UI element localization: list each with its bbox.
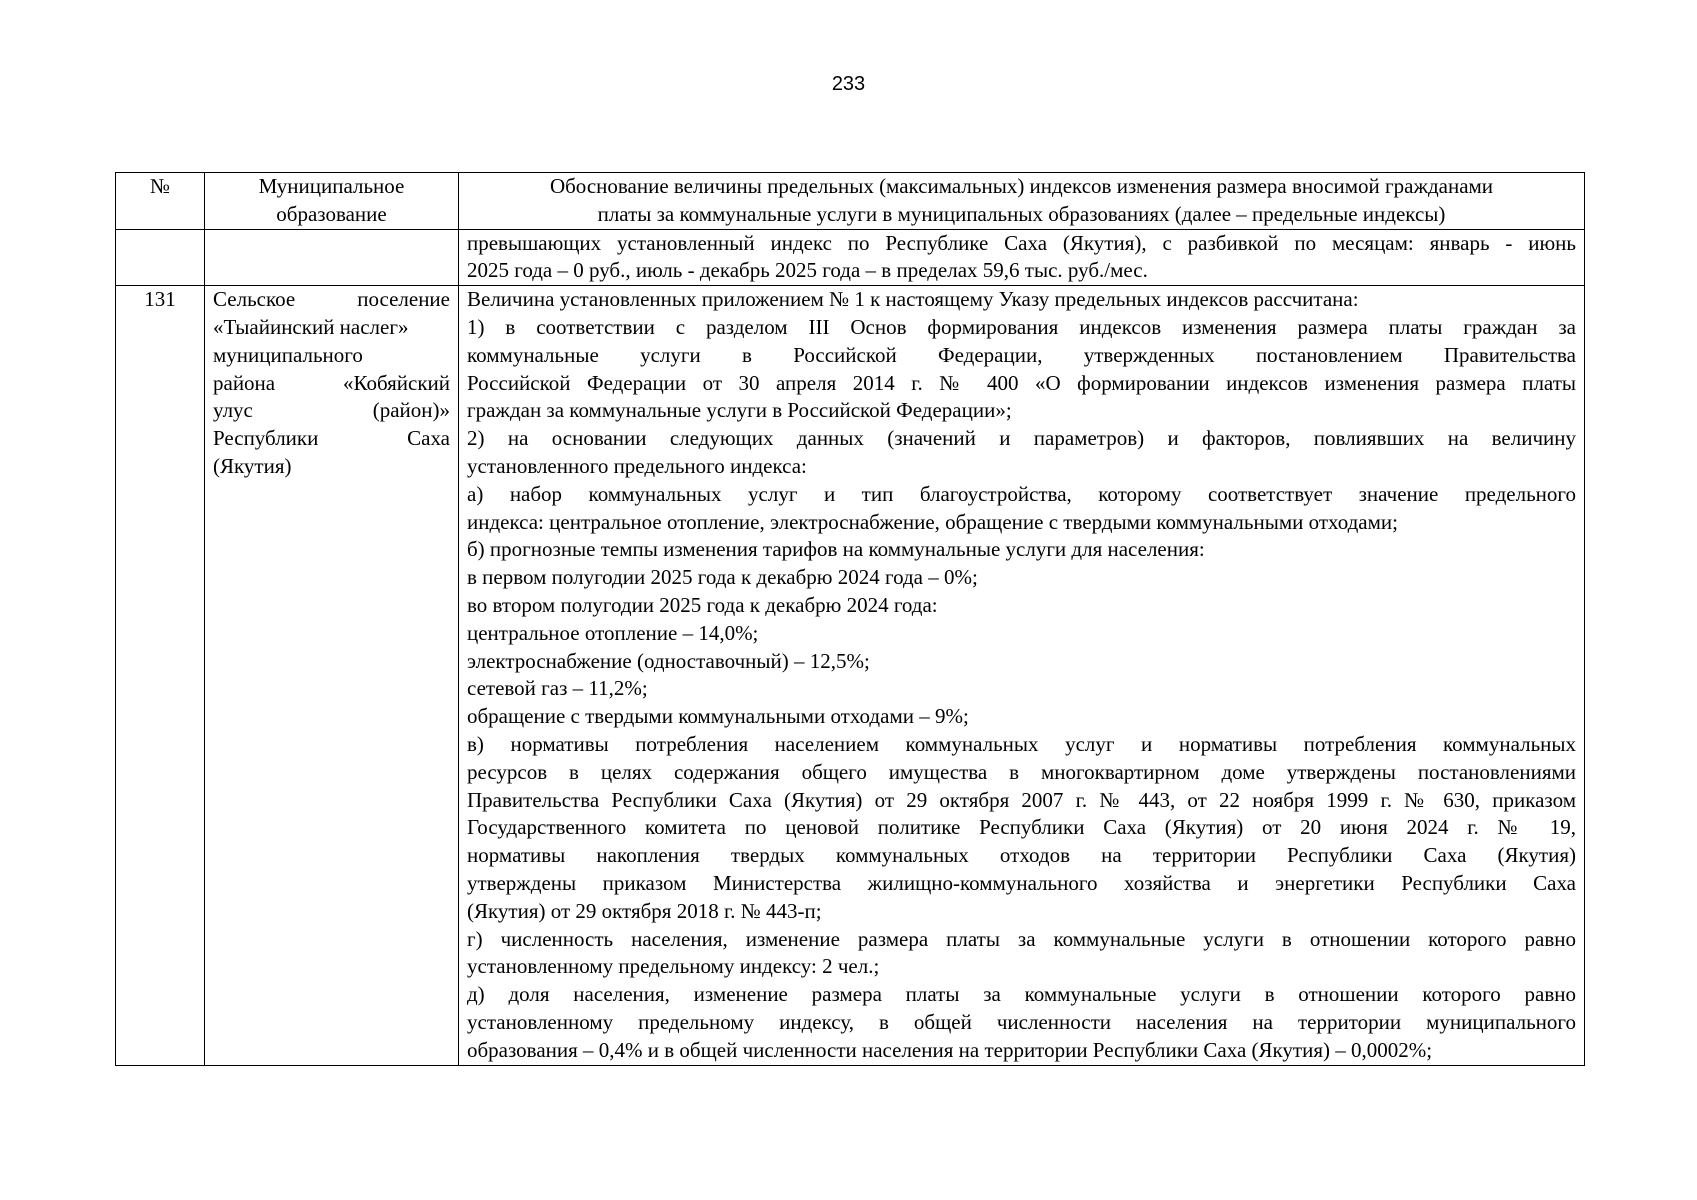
text-line: Государственного комитета по ценовой политике Республики Саха (Якутия) от 20 июня 2024 г. № 19, [467,815,1576,840]
table-row-131 [116,286,1585,1065]
text-line: электроснабжение (одноставочный) – 12,5%; [467,648,870,673]
header-municipality [205,173,459,230]
municipality-line: муниципального [213,342,363,367]
text-line: в) нормативы потребления населением коммунальных услуг и нормативы потребления коммунальных [467,731,1576,756]
justification-cell [459,286,1585,1065]
text-line: Правительства Республики Саха (Якутия) от 29 октября 2007 г. № 443, от 22 ноября 1999 г. № 630, приказом [467,787,1576,812]
text-line: а) набор коммунальных услуг и тип благоустройства, которому соответствует значение предельного [467,481,1576,506]
text-line: нормативы накопления твердых коммунальных отходов на территории Республики Саха (Якутия) [467,843,1576,868]
municipality-cell [205,286,459,1065]
header-number: № [116,173,205,230]
text-line: во втором полугодии 2025 года к декабрю 2024 года: [467,592,938,617]
text-line: 2025 года – 0 руб., июль - декабрь 2025 года – в пределах 59,6 тыс. руб./мес. [467,258,1148,283]
municipality-line: Сельское поселение [213,287,450,312]
text-line: 2) на основании следующих данных (значений и параметров) и факторов, повлиявших на величину [467,426,1576,451]
header-justification-line: Обоснование величины предельных (максимальных) индексов изменения размера вносимой гражданами [549,174,1494,198]
text-line: утверждены приказом Министерства жилищно-коммунального хозяйства и энергетики Республики Саха [467,870,1576,895]
text-line: образования – 0,4% и в общей численности населения на территории Республики Саха (Якутия) – 0,0002%; [467,1037,1433,1062]
text-line: установленному предельному индексу, в общей численности населения на территории муниципального [467,1009,1576,1034]
continuation-text-cell [459,229,1585,286]
text-line: обращение с твердыми коммунальными отходами – 9%; [467,704,969,729]
table-row-continuation [116,229,1585,286]
header-justification [459,173,1585,230]
municipality-line: (Якутия) [213,453,292,478]
header-municipality-line: образование [276,201,387,226]
text-line: д) доля населения, изменение размера платы за коммунальные услуги в отношении которого равно [467,982,1576,1007]
justification-table [115,172,1585,1066]
text-line: сетевой газ – 11,2%; [467,676,648,701]
text-line: (Якутия) от 29 октября 2018 г. № 443-п; [467,898,822,923]
header-municipality-line: Муниципальное [258,174,405,198]
continuation-number-cell [116,229,205,286]
text-line: в первом полугодии 2025 года к декабрю 2024 года – 0%; [467,565,978,590]
page-number: 233 [831,73,866,95]
text-line: граждан за коммунальные услуги в Российской Федерации»; [467,398,1012,423]
text-line: 1) в соответствии с разделом III Основ формирования индексов изменения размера платы граждан за [467,314,1576,339]
text-line: Величина установленных приложением № 1 к настоящему Указу предельных индексов рассчитана: [467,287,1359,312]
municipality-line: улус (район)» [213,398,450,423]
text-line: г) численность населения, изменение размера платы за коммунальные услуги в отношении которого равно [467,926,1576,951]
text-line: установленному предельному индексу: 2 чел.; [467,954,880,979]
header-justification-line: платы за коммунальные услуги в муниципальных образованиях (далее – предельные индексы) [597,201,1446,226]
municipality-line: «Тыайинский наслег» [213,314,409,339]
municipality-line: района «Кобяйский [213,370,450,395]
text-line: индекса: центральное отопление, электроснабжение, обращение с твердыми коммунальными отходами; [467,509,1398,534]
table-header-row [116,173,1585,230]
row-number: 131 [116,286,205,1065]
text-line: центральное отопление – 14,0%; [467,620,759,645]
text-line: коммунальные услуги в Российской Федерации, утвержденных постановлением Правительства [467,342,1576,367]
text-line: превышающих установленный индекс по Республике Саха (Якутия), с разбивкой по месяцам: январь - июнь [467,230,1576,255]
text-line: Российской Федерации от 30 апреля 2014 г. № 400 «О формировании индексов изменения размера платы [467,370,1576,395]
text-line: ресурсов в целях содержания общего имущества в многоквартирном доме утверждены постановлениями [467,759,1576,784]
text-line: б) прогнозные темпы изменения тарифов на коммунальные услуги для населения: [467,537,1205,562]
municipality-line: Республики Саха [213,426,450,451]
continuation-municipality-cell [205,229,459,286]
text-line: установленного предельного индекса: [467,453,807,478]
